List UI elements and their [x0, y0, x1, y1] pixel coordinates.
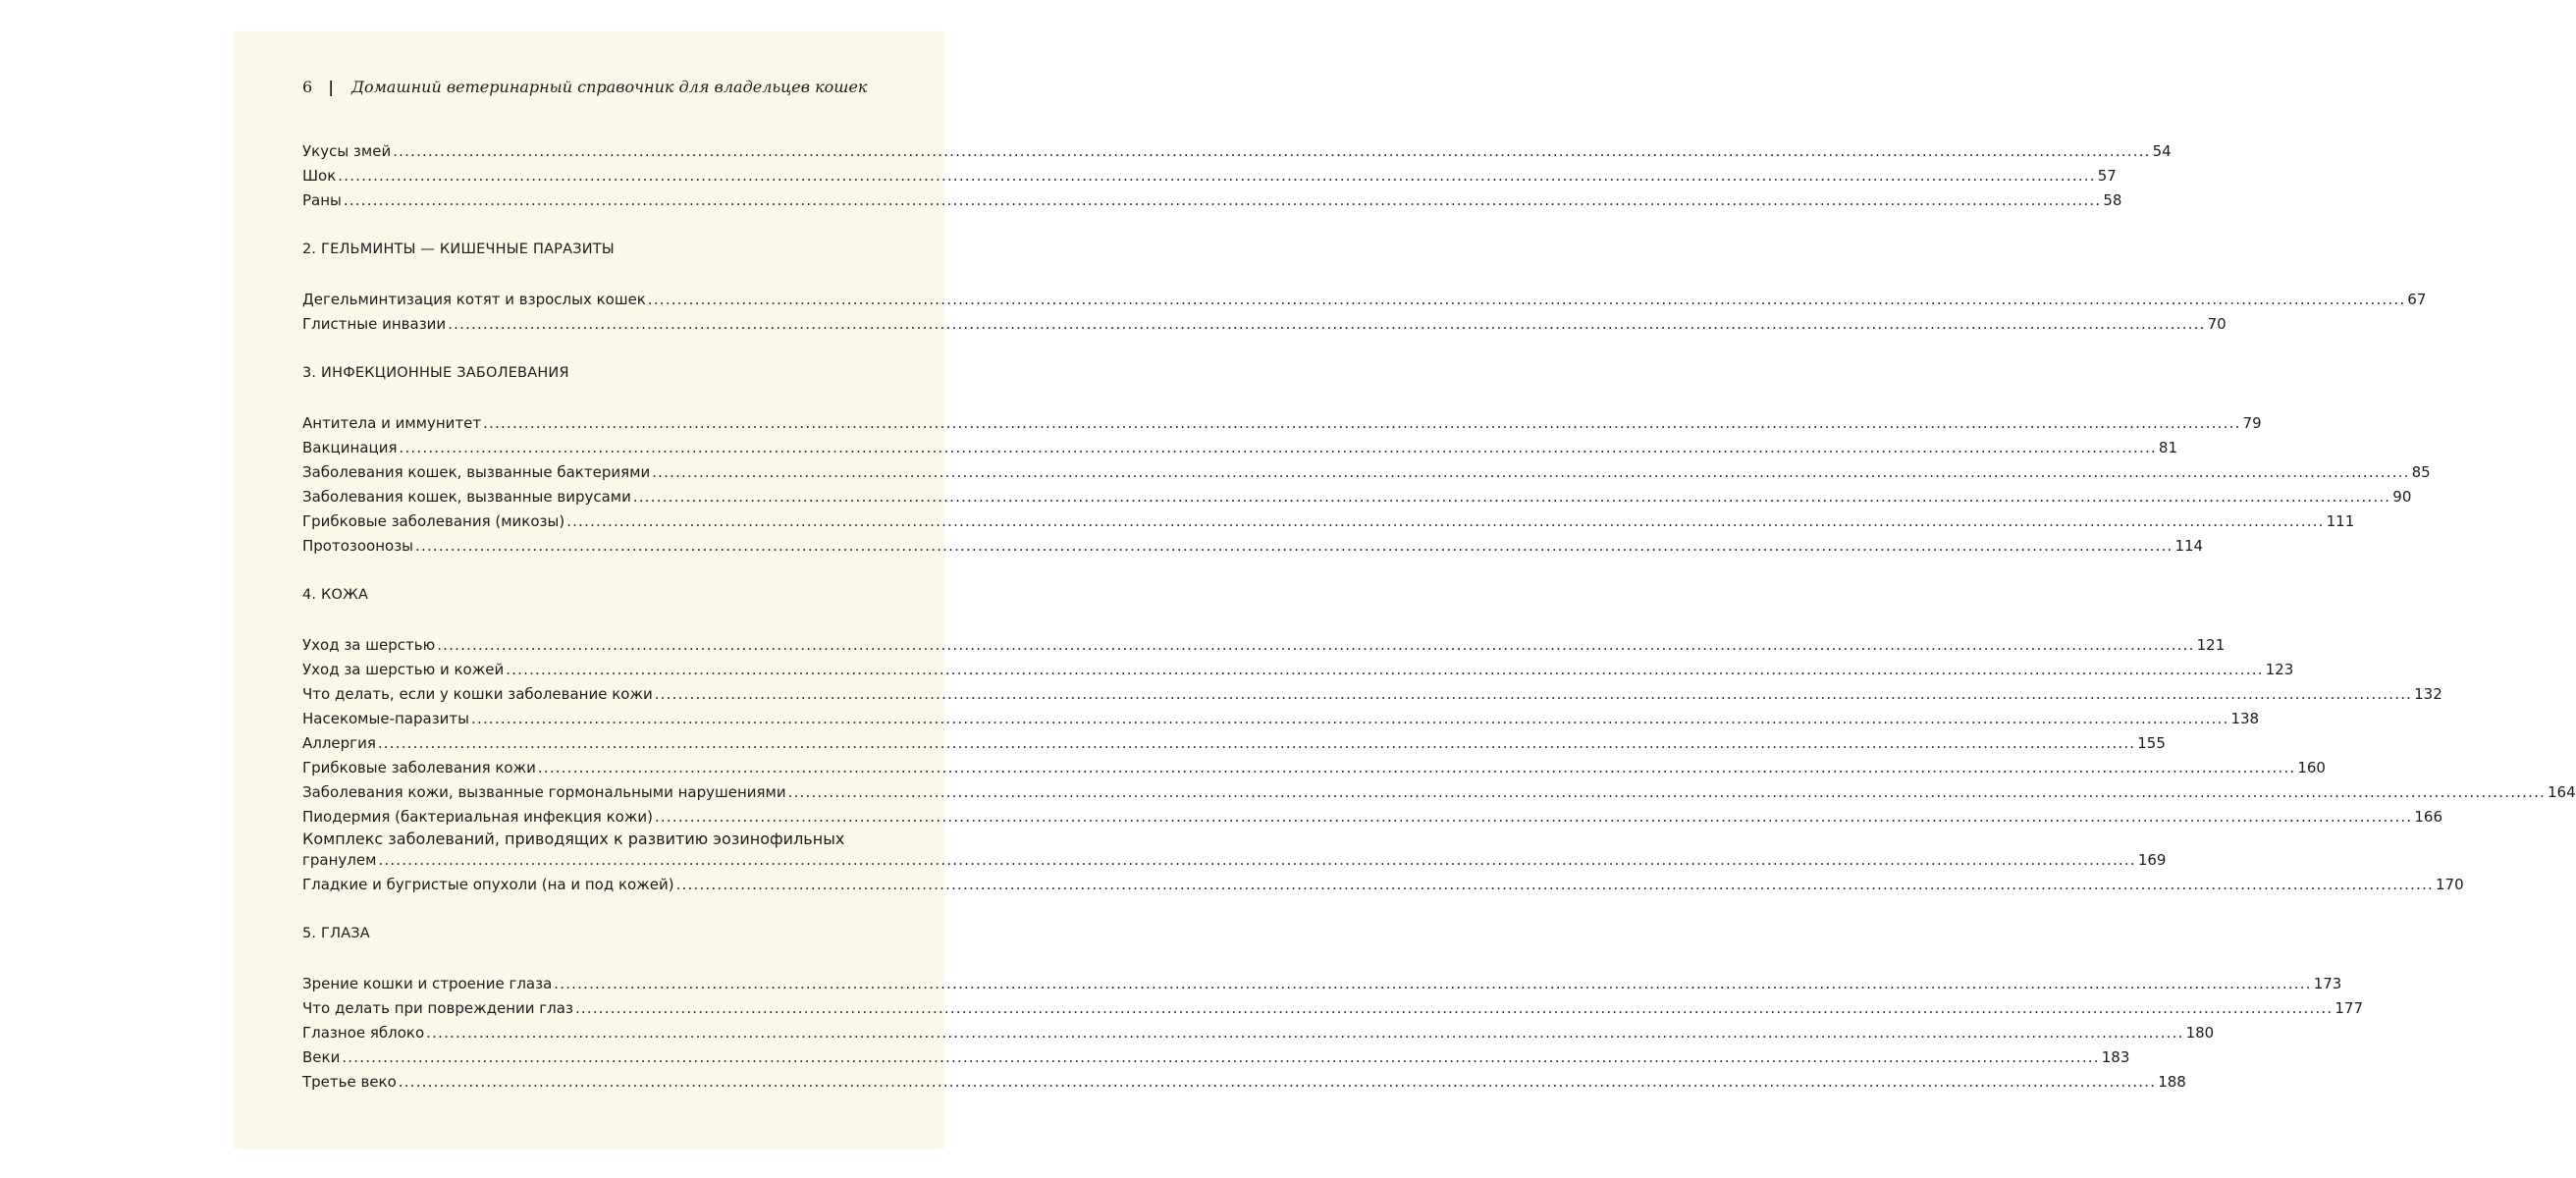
dot-leader: ............................................................................................................................................................................................................................................................................................................ [654, 808, 2413, 826]
section-title: 2. ГЕЛЬМИНТЫ — КИШЕЧНЫЕ ПАРАЗИТЫ [302, 241, 615, 257]
entry-label: Гладкие и бугристые опухоли (на и под кожей) [302, 876, 674, 893]
entry-list [302, 411, 2431, 559]
running-header [302, 73, 923, 100]
entry-page-number: 138 [2230, 710, 2260, 727]
entry-page-number: 132 [2414, 685, 2442, 703]
entry-label: Заболевания кошек, вызванные вирусами [302, 488, 631, 506]
entry-label: Шок [302, 167, 337, 185]
entry-label-first-line: Комплекс заболеваний, приводящих к развитию эозинофильных [302, 830, 845, 848]
dot-leader: ............................................................................................................................................................................................................................................................................................................ [415, 537, 2174, 555]
dot-leader: ............................................................................................................................................................................................................................................................................................................ [574, 999, 2334, 1017]
entry-label: Раны [302, 191, 342, 209]
toc-entry [302, 731, 2166, 756]
entry-label: Дегельминтизация котят и взрослых кошек [302, 291, 646, 308]
entry-label: Глазное яблоко [302, 1024, 425, 1042]
dot-leader: ............................................................................................................................................................................................................................................................................................................ [399, 439, 2157, 456]
toc-entry [302, 139, 2172, 164]
toc-entry [302, 509, 2355, 534]
entry-label: Грибковые заболевания кожи [302, 759, 536, 776]
section-title: 4. КОЖА [302, 587, 369, 603]
dot-leader: ............................................................................................................................................................................................................................................................................................................ [377, 734, 2136, 752]
toc-entry [302, 436, 2177, 460]
entry-page-number: 67 [2407, 291, 2427, 308]
entry-label: Пиодермия (бактериальная инфекция кожи) [302, 808, 653, 826]
toc-entry [302, 460, 2431, 485]
entry-page-number: 123 [2265, 661, 2294, 678]
section-title: 3. ИНФЕКЦИОННЫЕ ЗАБОЛЕВАНИЯ [302, 365, 569, 381]
dot-leader: ............................................................................................................................................................................................................................................................................................................ [342, 1048, 2100, 1066]
entry-page-number: 121 [2196, 636, 2226, 654]
entry-page-number: 85 [2411, 463, 2431, 481]
toc-entry [302, 780, 2576, 805]
spacer [302, 559, 923, 583]
entry-label: Веки [302, 1048, 341, 1066]
toc-entry [302, 411, 2262, 436]
header-separator: | [328, 77, 335, 96]
toc-entry [302, 707, 2260, 731]
toc-entry [302, 972, 2342, 996]
entry-list [302, 288, 2427, 337]
toc-section [302, 139, 2172, 238]
dot-leader: ............................................................................................................................................................................................................................................................................................................ [652, 463, 2410, 481]
entry-label: Вакцинация [302, 439, 398, 456]
entry-label: Что делать, если у кошки заболевание кожи [302, 685, 653, 703]
section-title: 5. ГЛАЗА [302, 926, 370, 941]
entry-page-number: 81 [2158, 439, 2177, 456]
table-of-contents [302, 139, 2576, 1095]
spacer [302, 337, 923, 361]
toc-entry [302, 288, 2427, 312]
entry-page-number: 170 [2436, 876, 2464, 893]
entry-page-number: 79 [2242, 414, 2262, 432]
spacer [302, 608, 923, 633]
entry-page-number: 188 [2158, 1073, 2186, 1091]
entry-page-number: 160 [2297, 759, 2326, 776]
dot-leader: ............................................................................................................................................................................................................................................................................................................ [554, 975, 2312, 992]
dot-leader: ............................................................................................................................................................................................................................................................................................................ [632, 488, 2391, 506]
entry-page-number: 183 [2101, 1048, 2130, 1066]
dot-leader: ............................................................................................................................................................................................................................................................................................................ [393, 142, 2151, 160]
dot-leader: ............................................................................................................................................................................................................................................................................................................ [448, 315, 2206, 333]
toc-entry [302, 1021, 2215, 1045]
toc-entry [302, 756, 2326, 780]
entry-list [302, 633, 2576, 897]
dot-leader: ............................................................................................................................................................................................................................................................................................................ [437, 636, 2195, 654]
entry-page-number: 164 [2548, 783, 2576, 801]
entry-page-number: 173 [2313, 975, 2342, 992]
dot-leader: ............................................................................................................................................................................................................................................................................................................ [787, 783, 2547, 801]
entry-label: Что делать при повреждении глаз [302, 999, 573, 1017]
spacer [302, 897, 923, 922]
entry-label: Зрение кошки и строение глаза [302, 975, 553, 992]
entry-page-number: 54 [2152, 142, 2172, 160]
spacer [302, 386, 923, 411]
dot-leader: ............................................................................................................................................................................................................................................................................................................ [426, 1024, 2184, 1042]
entry-page-number: 114 [2174, 537, 2204, 555]
book-page [234, 31, 2576, 1149]
toc-entry [302, 1045, 2130, 1070]
toc-section [302, 361, 2431, 583]
page-number: 6 [302, 77, 313, 96]
entry-label: Третье веко [302, 1073, 397, 1091]
dot-leader: ............................................................................................................................................................................................................................................................................................................ [566, 512, 2325, 530]
toc-section [302, 238, 2427, 361]
dot-leader: ............................................................................................................................................................................................................................................................................................................ [398, 1073, 2157, 1091]
dot-leader: ............................................................................................................................................................................................................................................................................................................ [537, 759, 2296, 776]
book-title: Домашний ветеринарный справочник для владельцев кошек [351, 77, 868, 96]
entry-page-number: 70 [2207, 315, 2227, 333]
entry-label: Заболевания кожи, вызванные гормональными нарушениями [302, 783, 786, 801]
entry-page-number: 180 [2185, 1024, 2215, 1042]
entry-page-number: 111 [2326, 512, 2355, 530]
dot-leader: ............................................................................................................................................................................................................................................................................................................ [483, 414, 2241, 432]
dot-leader: ............................................................................................................................................................................................................................................................................................................ [675, 876, 2435, 893]
entry-label: Антитела и иммунитет [302, 414, 482, 432]
entry-label: Грибковые заболевания (микозы) [302, 512, 565, 530]
dot-leader: ............................................................................................................................................................................................................................................................................................................ [471, 710, 2229, 727]
toc-section [302, 583, 2576, 922]
entry-label: Аллергия [302, 734, 376, 752]
entry-label: Заболевания кошек, вызванные бактериями [302, 463, 651, 481]
spacer [302, 946, 923, 972]
spacer [302, 213, 923, 238]
entry-page-number: 58 [2103, 191, 2122, 209]
dot-leader: ............................................................................................................................................................................................................................................................................................................ [647, 291, 2406, 308]
dot-leader: ............................................................................................................................................................................................................................................................................................................ [343, 191, 2102, 209]
entry-label: Укусы змей [302, 142, 392, 160]
dot-leader: ............................................................................................................................................................................................................................................................................................................ [338, 167, 2096, 185]
toc-entry [302, 848, 2167, 873]
dot-leader: ............................................................................................................................................................................................................................................................................................................ [506, 661, 2264, 678]
entry-page-number: 57 [2097, 167, 2117, 185]
entry-label: гранулем [302, 851, 377, 869]
toc-entry [302, 1070, 2186, 1095]
toc-entry [302, 534, 2204, 559]
toc-entry [302, 312, 2227, 337]
toc-entry [302, 633, 2226, 658]
toc-entry [302, 485, 2412, 509]
entry-label: Протозоонозы [302, 537, 414, 555]
entry-page-number: 155 [2137, 734, 2166, 752]
toc-entry [302, 873, 2464, 897]
entry-label: Насекомые-паразиты [302, 710, 470, 727]
entry-label: Уход за шерстью [302, 636, 436, 654]
spacer [302, 262, 923, 288]
entry-label: Глистные инвазии [302, 315, 447, 333]
toc-entry [302, 805, 2443, 830]
entry-page-number: 166 [2414, 808, 2443, 826]
toc-entry [302, 996, 2363, 1021]
entry-page-number: 169 [2137, 851, 2167, 869]
entry-list [302, 972, 2363, 1095]
toc-section [302, 922, 2363, 1095]
entry-label: Уход за шерстью и кожей [302, 661, 505, 678]
toc-entry [302, 658, 2294, 682]
dot-leader: ............................................................................................................................................................................................................................................................................................................ [378, 851, 2136, 869]
entry-page-number: 90 [2392, 488, 2412, 506]
toc-entry [302, 682, 2442, 707]
toc-entry [302, 188, 2122, 213]
dot-leader: ............................................................................................................................................................................................................................................................................................................ [654, 685, 2413, 703]
entry-page-number: 177 [2334, 999, 2363, 1017]
entry-list [302, 139, 2172, 213]
toc-entry [302, 164, 2117, 188]
